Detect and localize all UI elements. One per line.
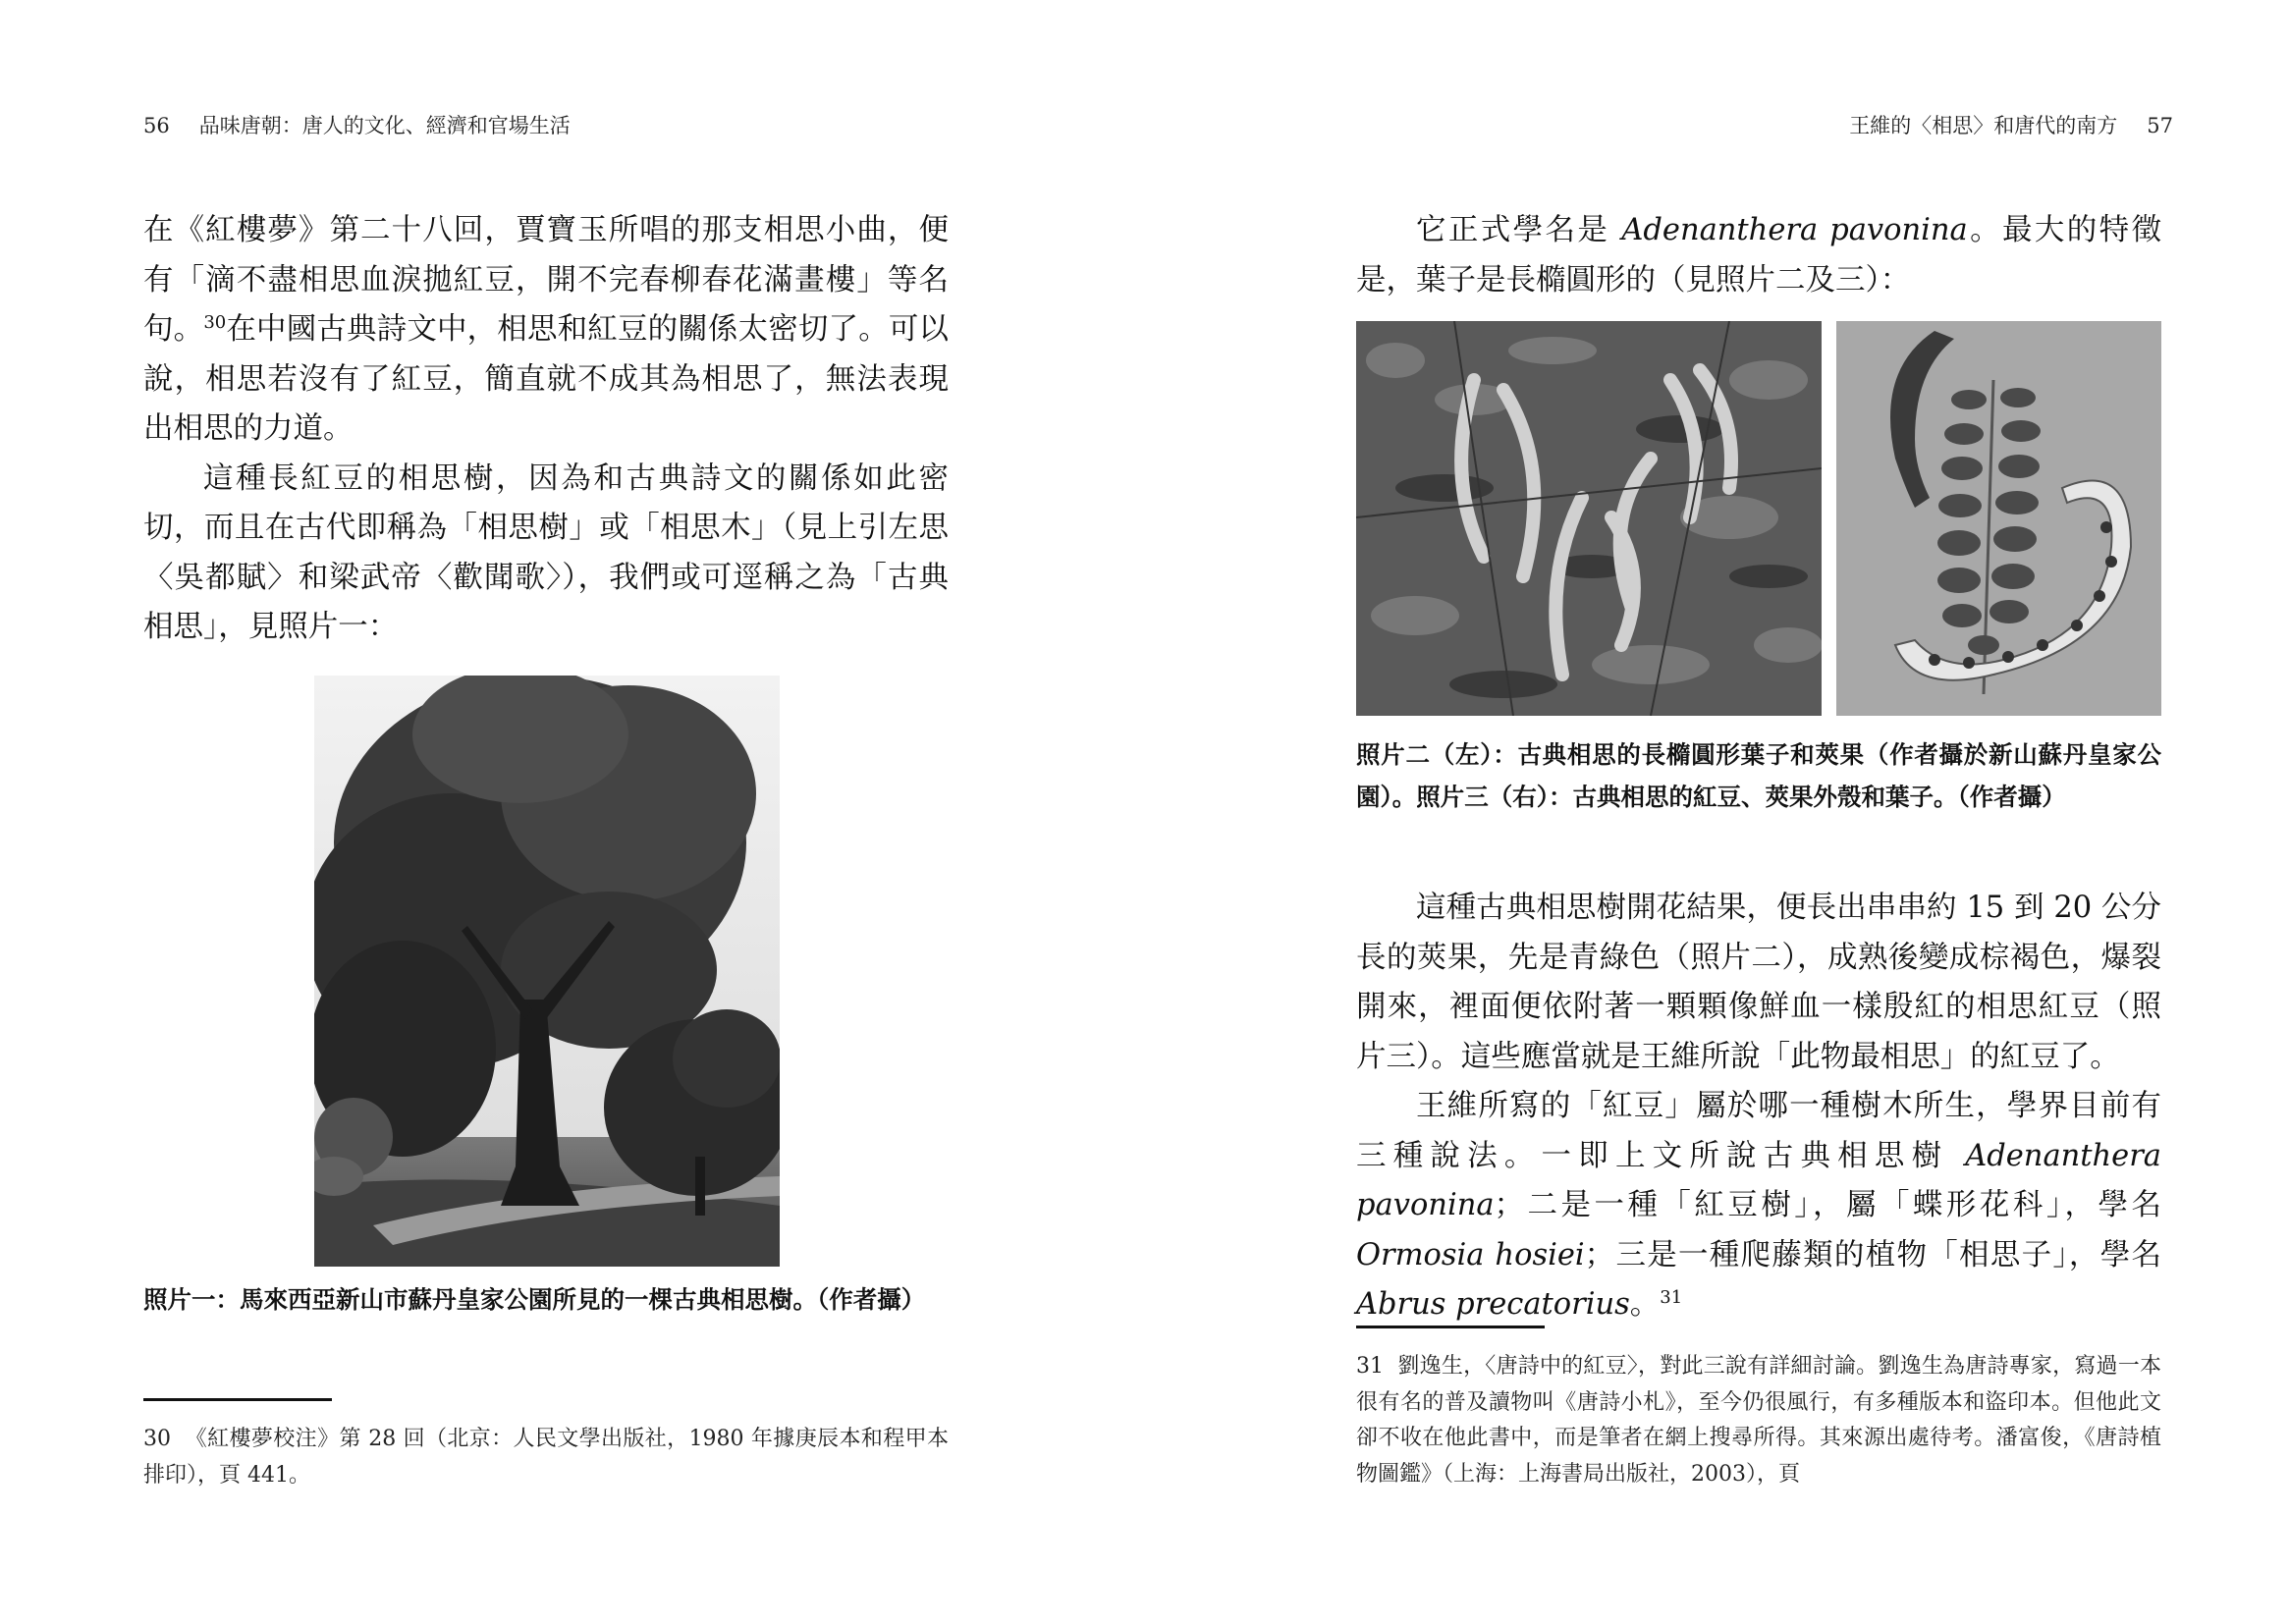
right-paragraph-1 (1356, 206, 2161, 305)
footnote-31-number: 31 (1356, 1354, 1384, 1379)
photo-2-3-caption: 照片二（左）：古典相思的長橢圓形葉子和莢果（作者攝於新山蘇丹皇家公園）。照片三（右）：古典相思的紅豆、莢果外殼和葉子。（作者攝） (1356, 740, 2161, 811)
para3-part-a: 王維所寫的「紅豆」屬於哪一種樹木所生，學界目前有三種說法。一即上文所說古典相思樹 (1356, 1089, 2161, 1173)
note-ref-31: 31 (1660, 1286, 1683, 1308)
right-body-main (1356, 884, 2161, 1330)
footnote-30-number: 30 (143, 1427, 171, 1451)
left-page-number: 56 (143, 114, 170, 137)
para3-part-d: 。 (1629, 1287, 1661, 1322)
left-paragraph-2: 這種長紅豆的相思樹，因為和古典詩文的關係如此密切，而且在古代即稱為「相思樹」或「相思木」（見上引左思〈吳都賦〉和梁武帝〈歡聞歌〉），我們或可逕稱之為「古典相思」，見照片一： (143, 460, 949, 644)
right-page (1144, 0, 2289, 1624)
footnote-30-text: 《紅樓夢校注》第 28 回（北京：人民文學出版社，1980 年據庚辰本和程甲本排印），頁 441。 (143, 1427, 949, 1488)
scientific-name-adenanthera-2: Adenanthera pavonina (1356, 1138, 2161, 1222)
footnote-divider (143, 1398, 332, 1401)
left-running-title: 品味唐朝：唐人的文化、經濟和官場生活 (198, 114, 571, 137)
right-running-head (1849, 110, 2173, 139)
photo-3-beans-image (1836, 321, 2161, 716)
footnote-31 (1356, 1349, 2161, 1492)
para3-part-b: ；二是一種「紅豆樹」，屬「蝶形花科」，學名 (1494, 1188, 2161, 1222)
right-page-number: 57 (2147, 114, 2173, 137)
note-ref-30: 30 (203, 311, 227, 333)
beans-pod-graphic (1836, 321, 2161, 716)
leaves-pods-graphic (1356, 321, 1822, 716)
footnote-30 (143, 1422, 949, 1493)
photo-2-leaves-pods-image (1356, 321, 1822, 716)
right-paragraph-2: 這種古典相思樹開花結果，便長出串串約 15 到 20 公分長的莢果，先是青綠色（照片二），成熟後變成棕褐色，爆裂開來，裡面便依附著一顆顆像鮮血一樣殷紅的相思紅豆（照片三）。這些應當就是王維所說「此物最相思」的紅豆了。 (1356, 891, 2161, 1074)
footnote-31-text: 劉逸生，〈唐詩中的紅豆〉，對此三說有詳細討論。劉逸生為唐詩專家，寫過一本很有名的普及讀物叫《唐詩小札》，至今仍很風行，有多種版本和盜印本。但他此文卻不收在他此書中，而是筆者在網上搜尋所得。其來源出處待考。潘富俊，《唐詩植物圖鑑》（上海：上海書局出版社，2003），頁 (1356, 1354, 2161, 1487)
left-running-head (143, 110, 571, 139)
tree-photo-graphic (314, 676, 780, 1267)
left-page (0, 0, 1144, 1624)
para1-post: 。最大的特徵是，葉子是長橢圓形的（見照片二及三）： (1356, 213, 2161, 298)
photo-1-caption: 照片一：馬來西亞新山市蘇丹皇家公園所見的一棵古典相思樹。（作者攝） (143, 1285, 926, 1314)
right-body-intro (1356, 206, 2161, 305)
scientific-name-adenanthera: Adenanthera pavonina (1621, 213, 1968, 247)
footnote-divider-right (1356, 1326, 1545, 1328)
scientific-name-ormosia: Ormosia hosiei (1356, 1237, 1585, 1272)
scientific-name-abrus: Abrus precatorius (1356, 1287, 1630, 1322)
left-body-text (143, 206, 949, 653)
left-paragraph-1 (143, 206, 949, 455)
para3-part-c: ；三是一種爬藤類的植物「相思子」，學名 (1584, 1237, 2161, 1272)
paragraph-1-text: 在《紅樓夢》第二十八回，賈寶玉所唱的那支相思小曲，便有「滴不盡相思血淚拋紅豆，開不完春柳春花滿畫樓」等名句。 (143, 213, 949, 347)
para1-pre: 它正式學名是 (1416, 213, 1622, 247)
paragraph-1-continued: 在中國古典詩文中，相思和紅豆的關係太密切了。可以說，相思若沒有了紅豆，簡直就不成其為相思了，無法表現出相思的力道。 (143, 312, 950, 446)
right-running-title: 王維的〈相思〉和唐代的南方 (1849, 114, 2118, 137)
right-paragraph-3 (1356, 1082, 2161, 1330)
photo-1-tree-image (314, 676, 780, 1267)
